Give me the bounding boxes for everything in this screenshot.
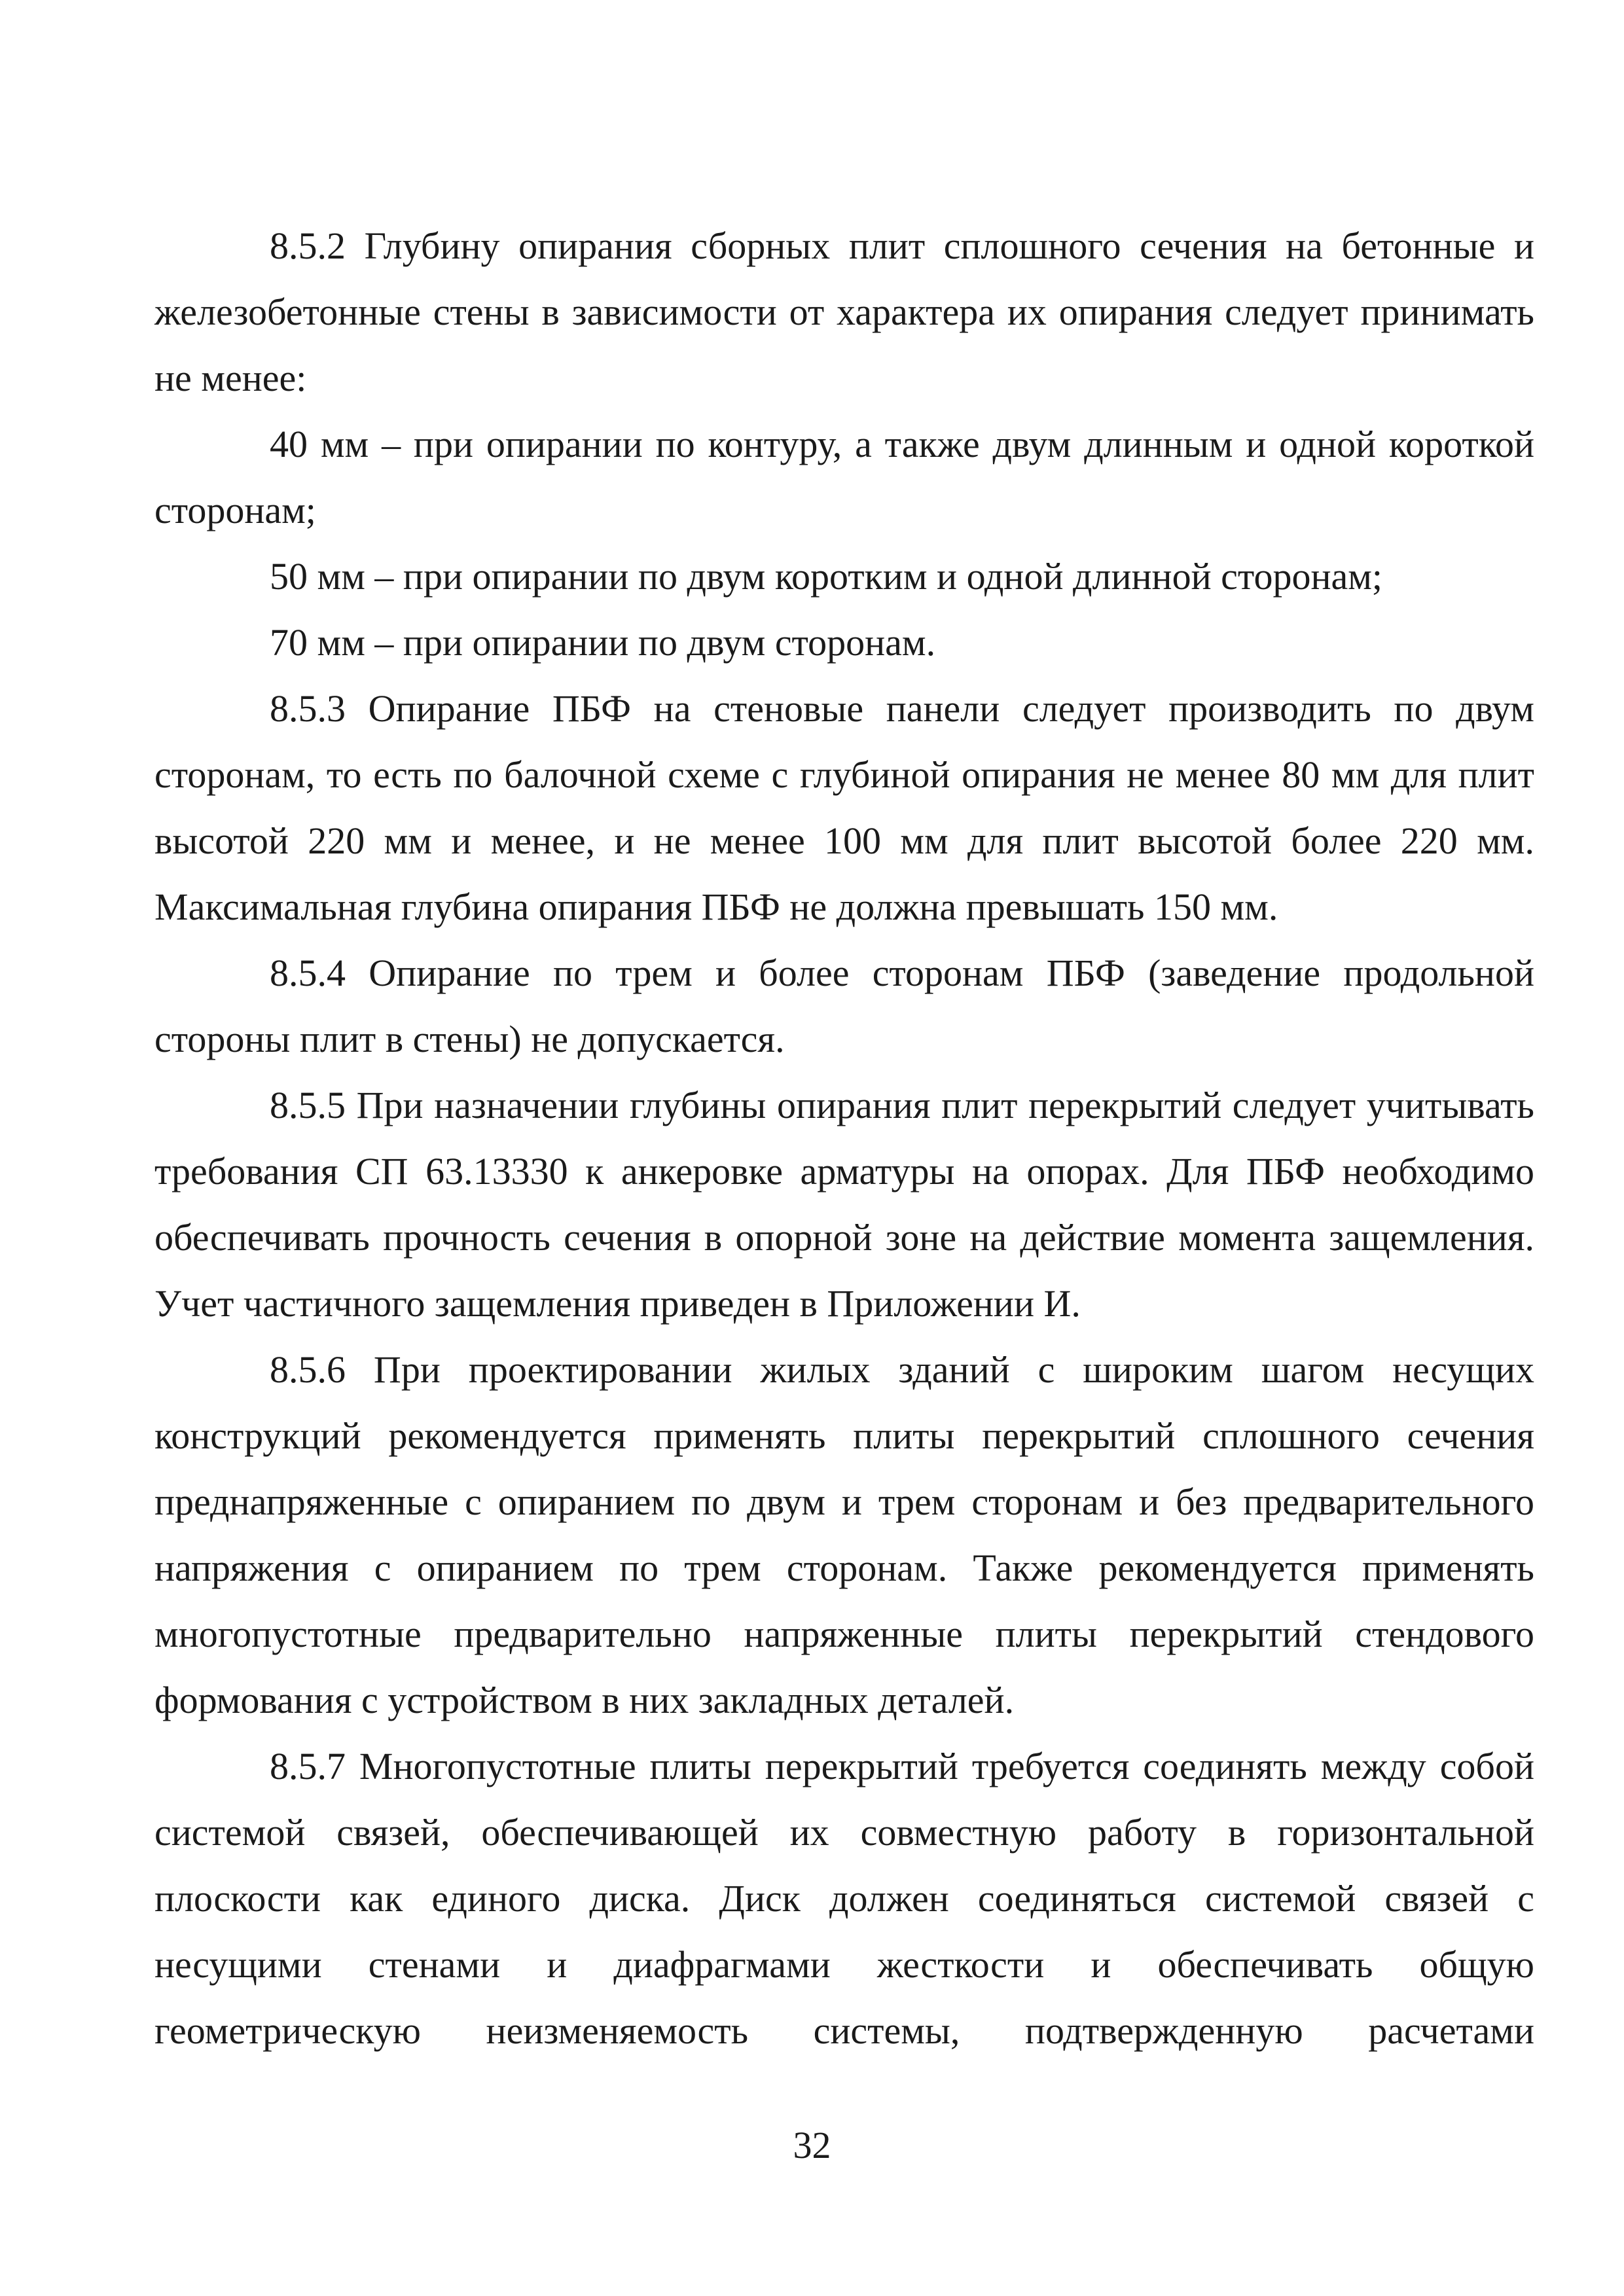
paragraph-8-5-3: 8.5.3 Опирание ПБФ на стеновые панели следует производить по двум сторонам, то есть по балочной схеме с глубиной опирания не менее 80 мм для плит высотой 220 мм и менее, и не менее 100 мм для плит высотой более 220 мм. Максимальная глубина опирания ПБФ не должна превышать 150 мм.: [154, 687, 1534, 928]
paragraph-8-5-2: 8.5.2 Глубину опирания сборных плит сплошного сечения на бетонные и железобетонные стены в зависимости от характера их опирания следует принимать не менее:: [154, 224, 1534, 399]
page-number: 32: [793, 2124, 831, 2166]
paragraph-8-5-5: 8.5.5 При назначении глубины опирания плит перекрытий следует учитывать требования СП 63.13330 к анкеровке арматуры на опорах. Для ПБФ необходимо обеспечивать прочность сечения в опорной зоне на действие момента защемления. Учет частичного защемления приведен в Приложении И.: [154, 1084, 1534, 1325]
paragraph-8-5-4: 8.5.4 Опирание по трем и более сторонам ПБФ (заведение продольной стороны плит в стены) не допускается.: [154, 952, 1534, 1060]
list-item-50mm: 50 мм – при опирании по двум коротким и одной длинной сторонам;: [270, 555, 1383, 598]
paragraph-8-5-6: 8.5.6 При проектировании жилых зданий с широким шагом несущих конструкций рекомендуется применять плиты перекрытий сплошного сечения преднапряженные с опиранием по двум и трем сторонам и без предварительного напряжения с опиранием по трем сторонам. Также рекомендуется применять многопустотные предварительно напряженные плиты перекрытий стендового формования с устройством в них закладных деталей.: [154, 1348, 1534, 1721]
list-item-40mm: 40 мм – при опирании по контуру, а также двум длинным и одной короткой сторонам;: [154, 423, 1534, 531]
body-text: [154, 213, 1534, 2064]
list-item-70mm: 70 мм – при опирании по двум сторонам.: [270, 621, 936, 664]
paragraph-8-5-7: 8.5.7 Многопустотные плиты перекрытий требуется соединять между собой системой связей, обеспечивающей их совместную работу в горизонтальной плоскости как единого диска. Диск должен соединяться системой связей с несущими стенами и диафрагмами жесткости и обеспечивать общую геометрическую неизменяемость системы, подтвержденную расчетами: [154, 1745, 1534, 2052]
